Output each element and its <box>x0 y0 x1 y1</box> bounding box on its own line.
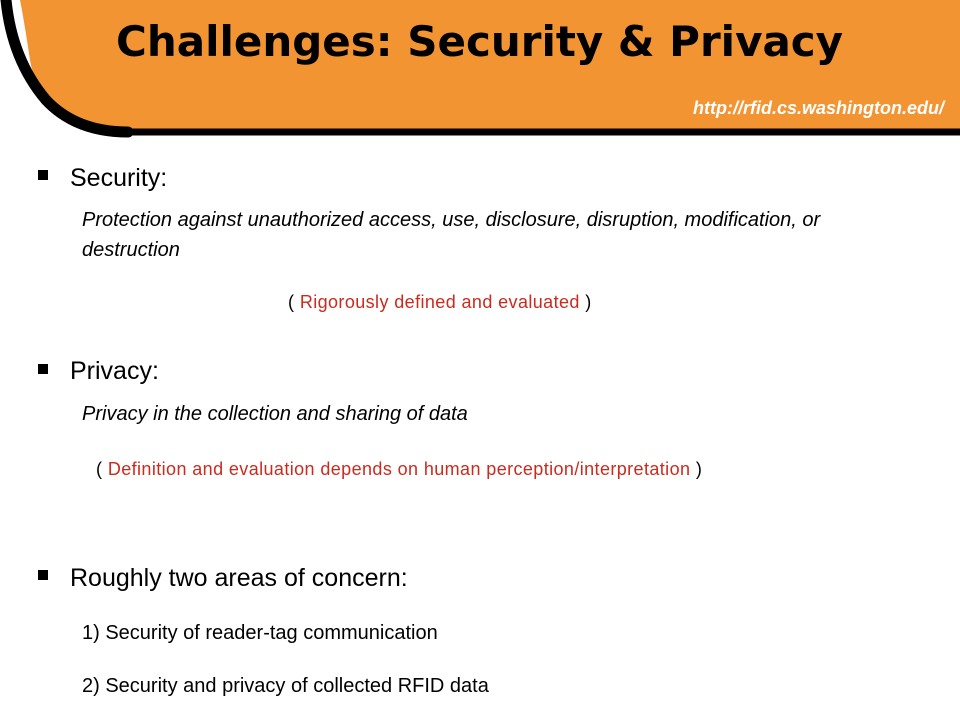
privacy-heading: Privacy: <box>70 357 159 385</box>
privacy-note <box>96 457 702 481</box>
source-url-link[interactable]: http://rfid.cs.washington.edu/ <box>693 98 944 118</box>
bullet-concerns <box>38 570 48 580</box>
security-description: Protection against unauthorized access, use, disclosure, disruption, modification, or destruction <box>82 209 821 261</box>
slide-title: Challenges: Security & Privacy <box>116 17 844 66</box>
security-note-open-paren: ( <box>288 292 295 312</box>
security-note <box>288 290 592 314</box>
bullet-security <box>38 170 48 180</box>
privacy-note-open-paren: ( <box>96 459 103 479</box>
bullet-privacy <box>38 364 48 374</box>
concerns-heading: Roughly two areas of concern: <box>70 564 408 592</box>
concern-item-1: 1) Security of reader-tag communication <box>82 622 438 644</box>
security-heading: Security: <box>70 164 168 192</box>
concern-item-2: 2) Security and privacy of collected RFID data <box>82 675 489 697</box>
security-note-close-paren: ) <box>585 292 592 312</box>
security-note-text: Rigorously defined and evaluated <box>299 292 580 312</box>
privacy-description: Privacy in the collection and sharing of data <box>82 403 468 425</box>
privacy-note-text: Definition and evaluation depends on human perception/interpretation <box>107 459 691 479</box>
privacy-note-close-paren: ) <box>695 459 703 479</box>
